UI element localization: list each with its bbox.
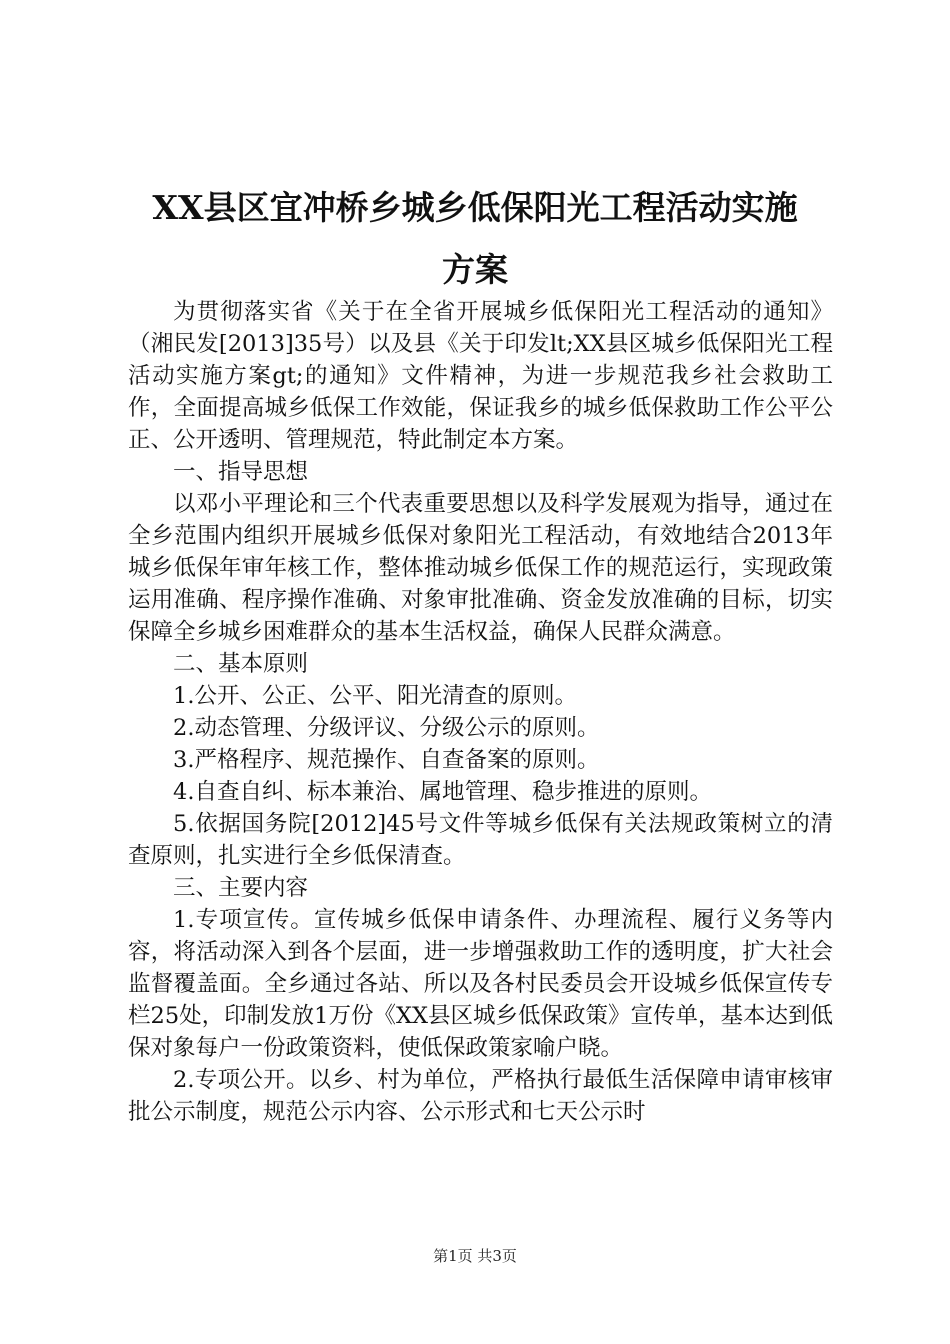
guiding-thought-paragraph: 以邓小平理论和三个代表重要思想以及科学发展观为指导，通过在全乡范围内组织开展城乡低保对象阳光工程活动，有效地结合2013年城乡低保年审年核工作，整体推动城乡低保工作的规范运行，实现政策运用准确、程序操作准确、对象审批准确、资金发放准确的目标，切实保障全乡城乡困难群众的基本生活权益，确保人民群众满意。 (128, 491, 833, 645)
principle-item-3: 3.严格程序、规范操作、自查备案的原则。 (173, 747, 600, 773)
principle-item-4: 4.自查自纠、标本兼治、属地管理、稳步推进的原则。 (173, 779, 712, 805)
content-item-2: 2.专项公开。以乡、村为单位，严格执行最低生活保障申请审核审批公示制度，规范公示内容、公示形式和七天公示时 (128, 1067, 833, 1125)
document-title-line-2: 方案 (442, 250, 508, 289)
section-heading-guiding-thought: 一、指导思想 (173, 459, 309, 485)
document-title-line-1: XX县区宜冲桥乡城乡低保阳光工程活动实施 (152, 188, 798, 227)
principle-item-2: 2.动态管理、分级评议、分级公示的原则。 (173, 715, 600, 741)
section-heading-basic-principles: 二、基本原则 (173, 651, 309, 677)
document-body (128, 296, 833, 1128)
content-item-1: 1.专项宣传。宣传城乡低保申请条件、办理流程、履行义务等内容，将活动深入到各个层面，进一步增强救助工作的透明度，扩大社会监督覆盖面。全乡通过各站、所以及各村民委员会开设城乡低保宣传专栏25处，印制发放1万份《XX县区城乡低保政策》宣传单，基本达到低保对象每户一份政策资料，使低保政策家喻户晓。 (128, 907, 833, 1061)
principle-item-1: 1.公开、公正、公平、阳光清查的原则。 (173, 683, 577, 709)
page-footer: 第1页 共3页 (433, 1247, 517, 1265)
intro-paragraph: 为贯彻落实省《关于在全省开展城乡低保阳光工程活动的通知》（湘民发[2013]35号）以及县《关于印发lt;XX县区城乡低保阳光工程活动实施方案gt;的通知》文件精神，为进一步规范我乡社会救助工作，全面提高城乡低保工作效能，保证我乡的城乡低保救助工作公平公正、公开透明、管理规范，特此制定本方案。 (128, 299, 833, 453)
principle-item-5: 5.依据国务院[2012]45号文件等城乡低保有关法规政策树立的清查原则，扎实进行全乡低保清查。 (128, 811, 833, 869)
section-heading-main-content: 三、主要内容 (173, 875, 309, 901)
